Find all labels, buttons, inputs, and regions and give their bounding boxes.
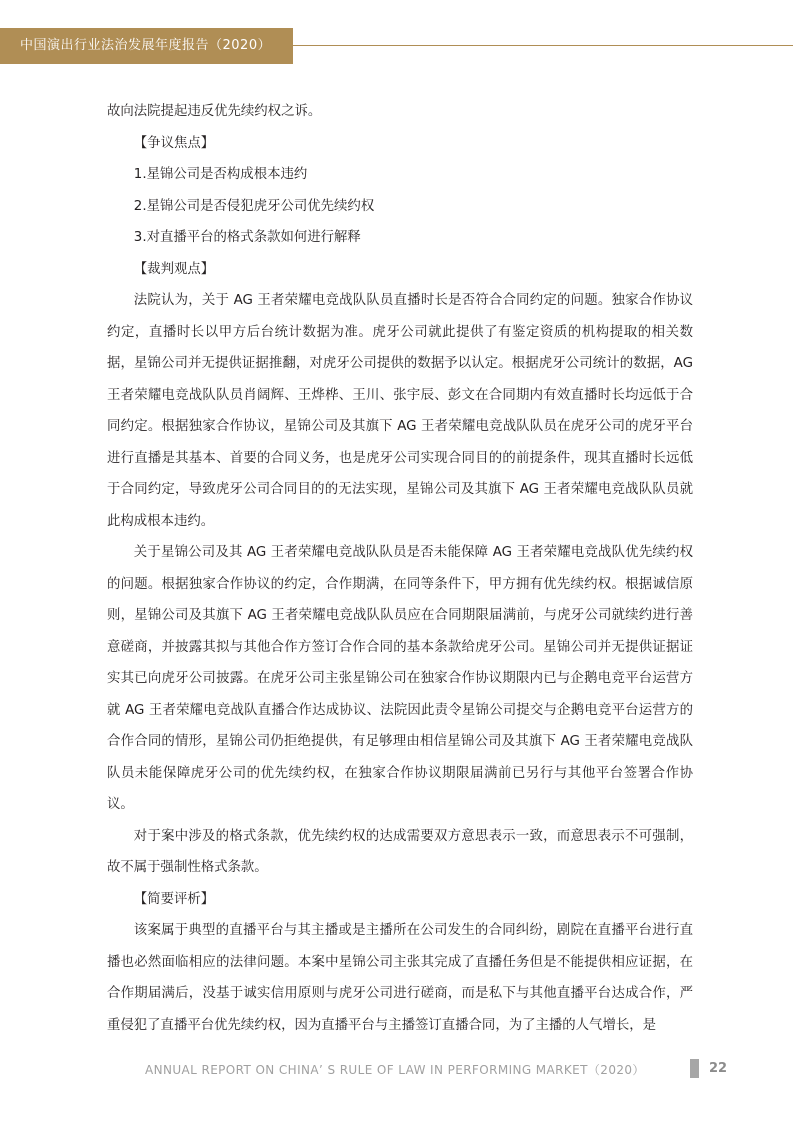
section-heading-dispute-focus: 【争议焦点】 [133,135,215,151]
paragraph: 对于案中涉及的格式条款，优先续约权的达成需要双方意思表示一致，而意思表示不可强制，故不属于强制性格式条款。 [107,828,693,875]
running-footer-title: ANNUAL REPORT ON CHINA’ S RULE OF LAW IN PERFORMING MARKET（2020） [145,1063,645,1077]
paragraph-continuation: 故向法院提起违反优先续约权之诉。 [107,104,322,119]
list-item: 3.对直播平台的格式条款如何进行解释 [133,230,361,245]
paragraph: 法院认为，关于 AG 王者荣耀电竞战队队员直播时长是否符合合同约定的问题。独家合作协议约定，直播时长以甲方后台统计数据为准。虎牙公司就此提供了有鉴定资质的机构提取的相关数据，星锦公司并无提供证据推翻，对虎牙公司提供的数据予以认定。根据虎牙公司统计的数据，AG 王者荣耀电竞战队队员肖阔辉、王烨桦、王川、张宇辰、彭文在合同期内有效直播时长均远低于合同约定。根据独家合作协议，星锦公司及其旗下 AG 王者荣耀电竞战队队员在虎牙公司的虎牙平台进行直播是其基本、首要的合同义务，也是虎牙公司实现合同目的的前提条件，现其直播时长远低于合同约定，导致虎牙公司合同目的的无法实现，星锦公司及其旗下 AG 王者荣耀电竞战队队员就此构成根本违约。 [107,293,693,529]
running-header-title: 中国演出行业法治发展年度报告（2020） [20,38,272,53]
page-number: 22 [709,1061,728,1076]
paragraph: 关于星锦公司及其 AG 王者荣耀电竞战队队员是否未能保障 AG 王者荣耀电竞战队优先续约权的问题。根据独家合作协议的约定，合作期满，在同等条件下，甲方拥有优先续约权。根据诚信原则，星锦公司及其旗下 AG 王者荣耀电竞战队队员应在合同期限届满前，与虎牙公司就续约进行善意磋商，并披露其拟与其他合作方签订合作合同的基本条款给虎牙公司。星锦公司并无提供证据证实其已向虎牙公司披露。在虎牙公司主张星锦公司在独家合作协议期限内已与企鹅电竞平台运营方就 AG 王者荣耀电竞战队直播合作达成协议、法院因此责令星锦公司提交与企鹅电竞平台运营方的合作合同的情形，星锦公司仍拒绝提供，有足够理由相信星锦公司及其旗下 AG 王者荣耀电竞战队队员未能保障虎牙公司的优先续约权，在独家合作协议期限届满前已另行与其他平台签署合作协议。 [107,545,693,812]
list-item: 2.星锦公司是否侵犯虎牙公司优先续约权 [133,198,375,214]
page-body [107,96,693,1041]
running-header [0,28,293,64]
header-rule [293,45,793,46]
section-heading-judgment-view: 【裁判观点】 [133,261,215,277]
paragraph: 该案属于典型的直播平台与其主播或是主播所在公司发生的合同纠纷，剧院在直播平台进行直播也必然面临相应的法律问题。本案中星锦公司主张其完成了直播任务但是不能提供相应证据，在合作期届满后，没基于诚实信用原则与虎牙公司进行磋商，而是私下与其他直播平台达成合作，严重侵犯了直播平台优先续约权，因为直播平台与主播签订直播合同，为了主播的人气增长，是 [107,923,693,1033]
list-item: 1.星锦公司是否构成根本违约 [133,167,308,182]
footer-bar-mark [690,1059,699,1078]
section-heading-brief-analysis: 【简要评析】 [133,891,215,907]
